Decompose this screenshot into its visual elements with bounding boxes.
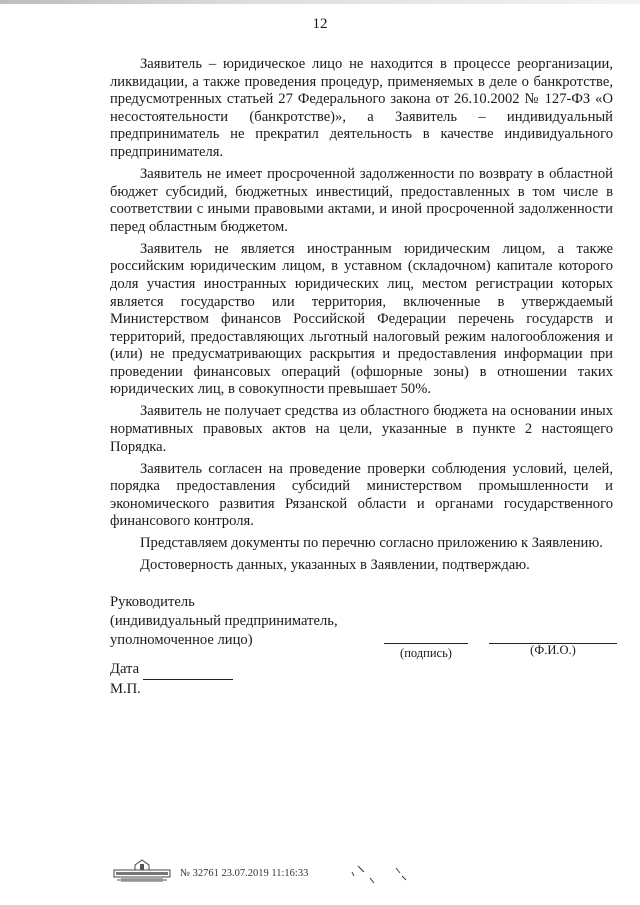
scan-specks (340, 858, 420, 888)
paragraph-audit-consent: Заявитель согласен на проведение проверки соблюдения условий, целей, порядка предоставления субсидий министерством промышленности и экономического развития Рязанской области и органами государственного финансового контроля. (110, 460, 613, 530)
date-blank-line (143, 660, 233, 680)
name-caption: (Ф.И.О.) (530, 643, 576, 657)
signatory-label (110, 593, 338, 650)
signatory-line-1: Руководитель (110, 594, 195, 610)
paragraph-reorganization: Заявитель – юридическое лицо не находится в процессе реорганизации, ликвидации, а также проведения процедур, применяемых в деле о банкротстве, предусмотренных статьей 27 Федерального закона от 26.10.2002 № 127-ФЗ «О несостоятельности (банкротстве)», а Заявитель – индивидуальный предприниматель не прекратил деятельность в качестве индивидуального предпринимателя. (110, 56, 613, 160)
registration-number: № 32761 23.07.2019 11:16:33 (180, 868, 309, 879)
date-row (110, 660, 233, 680)
date-label: Дата (110, 661, 140, 677)
paragraph-confirmation: Достоверность данных, указанных в Заявлении, подтверждаю. (140, 557, 530, 574)
scan-top-edge (0, 0, 640, 4)
signatory-line-2: (индивидуальный предприниматель, (110, 613, 338, 629)
signature-caption: (подпись) (400, 646, 452, 660)
signature-line (384, 643, 468, 644)
page-number: 12 (312, 16, 328, 32)
paragraph-foreign-entity: Заявитель не является иностранным юридическим лицом, а также российским юридическим лицом, в уставном (складочном) капитале которого доля участия иностранных юридических лиц, местом регистрации которых является государство или территория, включенные в утверждаемый Министерством финансов Российской Федерации перечень государств и территорий, предоставляющих льготный налоговый режим налогообложения и (или) не предусматривающих раскрытия и предоставления информации при проведении финансовых операций (офшорные зоны) в отношении таких юридических лиц, в совокупности превышает 50%. (110, 240, 613, 398)
document-body (110, 56, 613, 579)
registry-stamp-logo (113, 858, 171, 884)
paragraph-debt: Заявитель не имеет просроченной задолженности по возврату в областной бюджет субсидий, бюджетных инвестиций, предоставленных в том числе в соответствии с иными правовыми актами, и иной просроченной задолженности перед областным бюджетом. (110, 165, 613, 235)
paragraph-documents: Представляем документы по перечню согласно приложению к Заявлению. (140, 535, 603, 552)
signatory-line-3: уполномоченное лицо) (110, 632, 253, 648)
seal-placeholder: М.П. (110, 681, 141, 697)
paragraph-other-funds: Заявитель не получает средства из областного бюджета на основании иных нормативных правовых актов на цели, указанные в пункте 2 настоящего Порядка. (110, 403, 613, 455)
